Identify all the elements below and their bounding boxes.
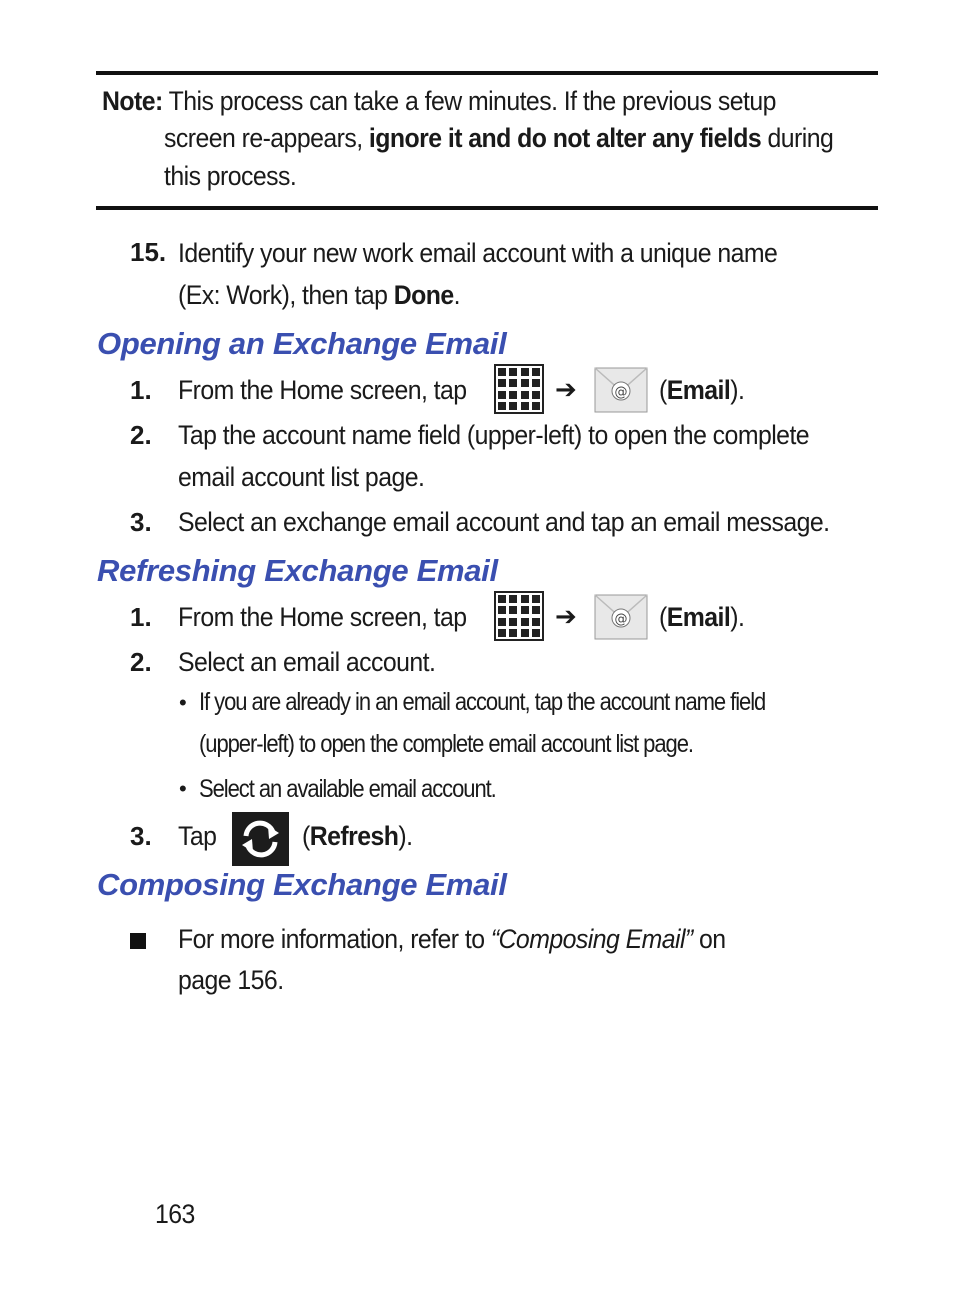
opening-step-1-text: From the Home screen, tap: [178, 375, 467, 405]
refresh-step-2-text: Select an email account.: [178, 647, 436, 677]
refresh-bullet-1-dot: •: [179, 690, 187, 715]
refresh-bullet-1-line-2: (upper-left) to open the complete email account list page.: [199, 730, 693, 758]
paren-close: ).: [730, 602, 745, 632]
page-number: 163: [155, 1199, 195, 1229]
email-envelope-icon: [594, 594, 648, 640]
composing-on: on: [692, 924, 726, 954]
refresh-bullet-1-line-1: If you are already in an email account, tap the account name field: [199, 688, 766, 716]
refresh-step-1-number: 1.: [130, 602, 152, 632]
refresh-bullet-2-dot: •: [179, 776, 187, 801]
note-line-2: [164, 119, 833, 157]
opening-step-1-email-label: [659, 371, 744, 409]
apps-grid-icon: [494, 591, 544, 641]
opening-step-3-number: 3.: [130, 507, 152, 537]
note-top-rule: [96, 71, 878, 75]
email-label: Email: [666, 375, 731, 405]
step-15-text: (Ex: Work), then tap: [178, 280, 394, 310]
note-text-1: This process can take a few minutes. If the previous setup: [168, 86, 776, 116]
refresh-step-3-label: [302, 817, 412, 855]
refresh-step-1-text: From the Home screen, tap: [178, 602, 467, 632]
note-text-2b: during: [761, 123, 834, 153]
step-15-period: .: [453, 280, 460, 310]
paren-open: (: [659, 375, 667, 405]
composing-text: For more information, refer to: [178, 924, 491, 954]
note-line-1: [102, 82, 776, 120]
note-label: Note:: [102, 86, 163, 116]
email-envelope-icon: [594, 367, 648, 413]
composing-line-2: page 156.: [178, 965, 284, 995]
email-label: Email: [666, 602, 731, 632]
refresh-step-3-text: Tap: [178, 821, 217, 851]
opening-step-1-number: 1.: [130, 375, 152, 405]
step-15-line-2: [178, 276, 460, 314]
step-15-line-1: Identify your new work email account with a unique name: [178, 238, 778, 268]
opening-step-2-number: 2.: [130, 420, 152, 450]
opening-step-3-text: Select an exchange email account and tap an email message.: [178, 507, 830, 537]
refresh-bullet-2-text: Select an available email account.: [199, 775, 496, 803]
svg-text:@: @: [614, 612, 628, 627]
paren-open: (: [659, 602, 667, 632]
step-15-number: 15.: [130, 237, 167, 267]
apps-grid-icon: [494, 364, 544, 414]
composing-reference-link[interactable]: “Composing Email”: [490, 924, 693, 954]
opening-step-2-line-1: Tap the account name field (upper-left) to open the complete: [178, 420, 810, 450]
composing-line-1: [178, 920, 726, 958]
note-line-3: this process.: [164, 161, 297, 191]
paren-close: ).: [730, 375, 745, 405]
refresh-step-3-number: 3.: [130, 821, 152, 851]
refresh-step-1-arrow: ➔: [555, 601, 577, 631]
composing-square-bullet: [130, 933, 146, 949]
heading-opening-exchange-email: Opening an Exchange Email: [97, 326, 507, 361]
refresh-step-2-number: 2.: [130, 647, 152, 677]
note-emphasis: ignore it and do not alter any fields: [368, 123, 762, 153]
step-15-done: Done: [393, 280, 454, 310]
note-text-2a: screen re-appears,: [164, 123, 369, 153]
heading-composing-exchange-email: Composing Exchange Email: [97, 867, 507, 902]
refresh-label: Refresh: [309, 821, 399, 851]
paren-close: ).: [398, 821, 413, 851]
refresh-icon: [232, 812, 289, 866]
note-bottom-rule: [96, 206, 878, 210]
opening-step-2-line-2: email account list page.: [178, 462, 425, 492]
opening-step-1-arrow: ➔: [555, 374, 577, 404]
svg-text:@: @: [614, 385, 628, 400]
paren-open: (: [302, 821, 310, 851]
heading-refreshing-exchange-email: Refreshing Exchange Email: [97, 553, 498, 588]
refresh-step-1-email-label: [659, 598, 744, 636]
